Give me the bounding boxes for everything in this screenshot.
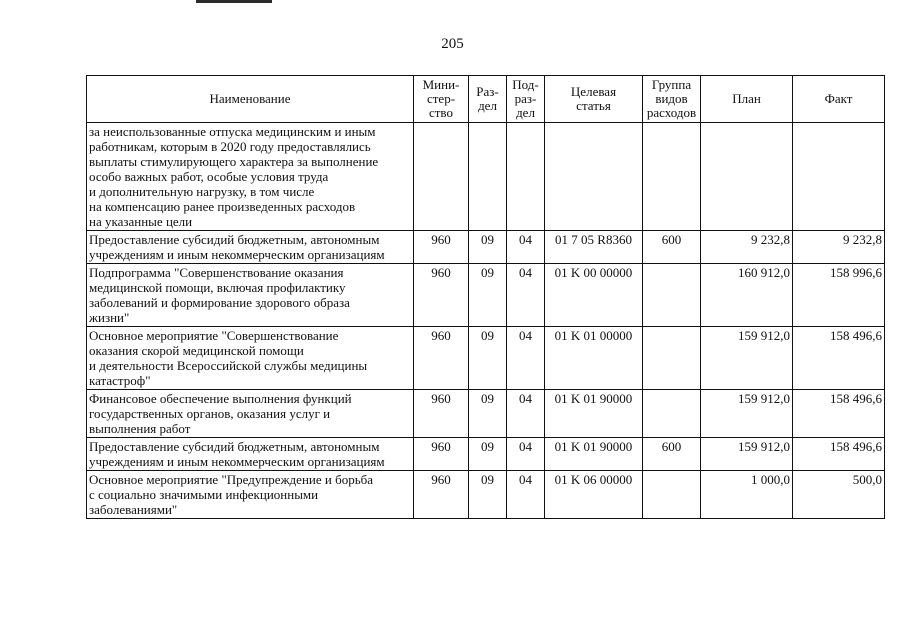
- cell-target: 01 7 05 R8360: [545, 231, 643, 264]
- cell-group: [643, 123, 701, 231]
- cell-ministry: 960: [414, 390, 469, 438]
- cell-subsection: 04: [507, 438, 545, 471]
- cell-fact: 158 996,6: [793, 264, 885, 327]
- cell-target: [545, 123, 643, 231]
- table-row: [87, 123, 885, 231]
- cell-target: 01 K 00 00000: [545, 264, 643, 327]
- cell-target: 01 K 01 90000: [545, 390, 643, 438]
- table-row: [87, 438, 885, 471]
- header-subsection: Под- раз- дел: [507, 76, 545, 123]
- cell-target: 01 K 01 00000: [545, 327, 643, 390]
- cell-name: Финансовое обеспечение выполнения функций государственных органов, оказания услуг и выполнения работ: [87, 390, 414, 438]
- cell-ministry: 960: [414, 264, 469, 327]
- cell-fact: [793, 123, 885, 231]
- cell-subsection: 04: [507, 231, 545, 264]
- cell-section: 09: [469, 438, 507, 471]
- cell-subsection: 04: [507, 471, 545, 519]
- cell-group: [643, 327, 701, 390]
- cell-ministry: 960: [414, 327, 469, 390]
- cell-subsection: 04: [507, 264, 545, 327]
- cell-plan: 160 912,0: [701, 264, 793, 327]
- cell-section: 09: [469, 231, 507, 264]
- cell-subsection: 04: [507, 390, 545, 438]
- header-target: Целевая статья: [545, 76, 643, 123]
- cell-group: 600: [643, 438, 701, 471]
- cell-fact: 500,0: [793, 471, 885, 519]
- cell-section: 09: [469, 471, 507, 519]
- cell-group: [643, 264, 701, 327]
- cell-subsection: [507, 123, 545, 231]
- budget-table: [86, 75, 885, 519]
- table-row: [87, 390, 885, 438]
- cell-name: Основное мероприятие "Предупреждение и борьба с социально значимыми инфекционными заболеваниями": [87, 471, 414, 519]
- table-header-row: [87, 76, 885, 123]
- cell-name: Подпрограмма "Совершенствование оказания медицинской помощи, включая профилактику заболеваний и формирование здорового образа жизни": [87, 264, 414, 327]
- header-name: Наименование: [87, 76, 414, 123]
- table-row: [87, 471, 885, 519]
- cell-section: 09: [469, 264, 507, 327]
- cell-fact: 158 496,6: [793, 438, 885, 471]
- cell-plan: 159 912,0: [701, 390, 793, 438]
- header-group: Группа видов расходов: [643, 76, 701, 123]
- cell-plan: 159 912,0: [701, 438, 793, 471]
- header-section: Раз- дел: [469, 76, 507, 123]
- page-number: 205: [441, 36, 464, 52]
- cell-name: Предоставление субсидий бюджетным, автономным учреждениям и иным некоммерческим организациям: [87, 438, 414, 471]
- cell-group: [643, 390, 701, 438]
- cell-name: Основное мероприятие "Совершенствование оказания скорой медицинской помощи и деятельности Всероссийской службы медицины катастроф": [87, 327, 414, 390]
- cell-group: 600: [643, 231, 701, 264]
- cell-ministry: 960: [414, 438, 469, 471]
- table-row: [87, 264, 885, 327]
- cell-plan: 1 000,0: [701, 471, 793, 519]
- scan-artifact: [196, 0, 272, 3]
- cell-plan: [701, 123, 793, 231]
- cell-plan: 159 912,0: [701, 327, 793, 390]
- cell-section: 09: [469, 327, 507, 390]
- cell-name: Предоставление субсидий бюджетным, автономным учреждениям и иным некоммерческим организациям: [87, 231, 414, 264]
- cell-fact: 158 496,6: [793, 390, 885, 438]
- cell-target: 01 K 01 90000: [545, 438, 643, 471]
- cell-fact: 158 496,6: [793, 327, 885, 390]
- table-row: [87, 231, 885, 264]
- cell-ministry: 960: [414, 471, 469, 519]
- cell-section: [469, 123, 507, 231]
- cell-target: 01 K 06 00000: [545, 471, 643, 519]
- header-ministry: Мини- стер- ство: [414, 76, 469, 123]
- table-row: [87, 327, 885, 390]
- cell-subsection: 04: [507, 327, 545, 390]
- cell-plan: 9 232,8: [701, 231, 793, 264]
- header-plan: План: [701, 76, 793, 123]
- cell-name: за неиспользованные отпуска медицинским и иным работникам, которым в 2020 году предоставлялись выплаты стимулирующего характера за выполнение особо важных работ, особые условия труда и дополнительную нагрузку, в том числе на компенсацию ранее произведенных расходов на указанные цели: [87, 123, 414, 231]
- cell-group: [643, 471, 701, 519]
- cell-ministry: [414, 123, 469, 231]
- header-fact: Факт: [793, 76, 885, 123]
- cell-ministry: 960: [414, 231, 469, 264]
- cell-fact: 9 232,8: [793, 231, 885, 264]
- cell-section: 09: [469, 390, 507, 438]
